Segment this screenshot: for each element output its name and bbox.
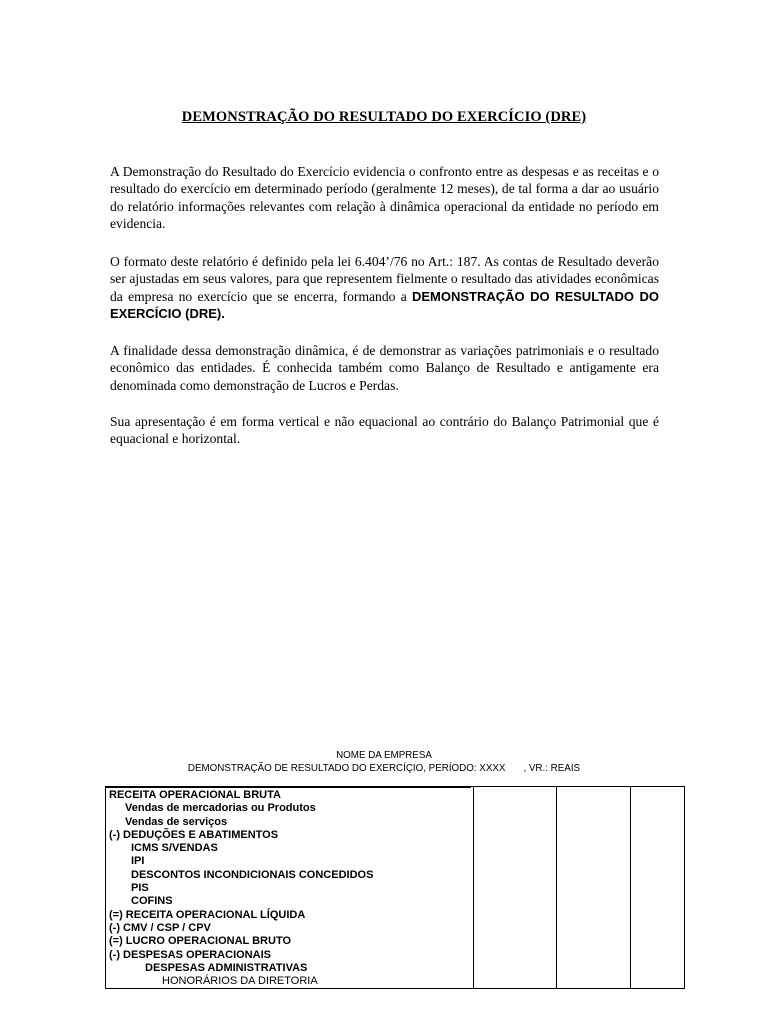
table-row: IPI (131, 855, 145, 868)
dre-emphasis: DEMONSTRAÇÃO DO RESULTADO DO EXERCÍCIO (DRE). (110, 288, 659, 322)
column-divider (473, 787, 474, 988)
table-row: PIS (131, 882, 149, 895)
table-row: DESPESAS ADMINISTRATIVAS (145, 961, 308, 974)
table-row: RECEITA OPERACIONAL BRUTA (109, 789, 281, 801)
table-row: DESCONTOS INCONDICIONAIS CONCEDIDOS (131, 868, 374, 881)
legal-basis-paragraph (110, 253, 659, 323)
column-divider (630, 787, 631, 988)
table-row: (=) RECEITA OPERACIONAL LÍQUIDA (109, 908, 306, 921)
legal-basis-text: O formato deste relatório é definido pela lei 6.404’/76 no Art.: 187. As contas de Resultado deverão ser ajustadas em seus valores, para que representem fielmente o resultado das atividades econômicas da empresa no exercício que se encerra, formando a (110, 254, 659, 304)
statement-subtitle (0, 763, 768, 774)
table-row: (-) DESPESAS OPERACIONAIS (109, 948, 271, 961)
purpose-paragraph: A finalidade dessa demonstração dinâmica, é de demonstrar as variações patrimoniais e o resultado econômico das entidades. É conhecida também como Balanço de Resultado e antigamente era denominada como demonstração de Lucros e Perdas. (110, 343, 659, 393)
table-row: COFINS (131, 895, 173, 908)
intro-paragraph: A Demonstração do Resultado do Exercício evidencia o confronto entre as despesas e as receitas e o resultado do exercício em determinado período (geralmente 12 meses), de tal forma a dar ao usuário do relatório informações relevantes com relação à dinâmica operacional da entidade no período em evidencia. (110, 164, 659, 232)
table-row: Vendas de serviços (125, 815, 228, 828)
statement-currency: , VR.: REAIS (523, 763, 581, 774)
table-row: ICMS S/VENDAS (131, 842, 218, 855)
table-row: (=) LUCRO OPERACIONAL BRUTO (109, 935, 292, 948)
column-divider (556, 787, 557, 988)
table-row: (-) DEDUÇÕES E ABATIMENTOS (109, 828, 279, 841)
table-header-rule (106, 787, 471, 788)
document-title: DEMONSTRAÇÃO DO RESULTADO DO EXERCÍCIO (DRE) (181, 109, 587, 125)
company-name: NOME DA EMPRESA (336, 750, 432, 761)
statement-period: DEMONSTRAÇÃO DE RESULTADO DO EXERCÍÇIO, PERÍODO: XXXX (187, 763, 506, 774)
dre-table (105, 786, 685, 989)
table-row: Vendas de mercadorias ou Produtos (125, 802, 316, 815)
table-row: HONORÁRIOS DA DIRETORIA (162, 975, 318, 988)
dre-rows (109, 789, 469, 988)
table-row: (-) CMV / CSP / CPV (109, 921, 211, 934)
presentation-paragraph: Sua apresentação é em forma vertical e não equacional ao contrário do Balanço Patrimonial que é equacional e horizontal. (110, 414, 659, 447)
